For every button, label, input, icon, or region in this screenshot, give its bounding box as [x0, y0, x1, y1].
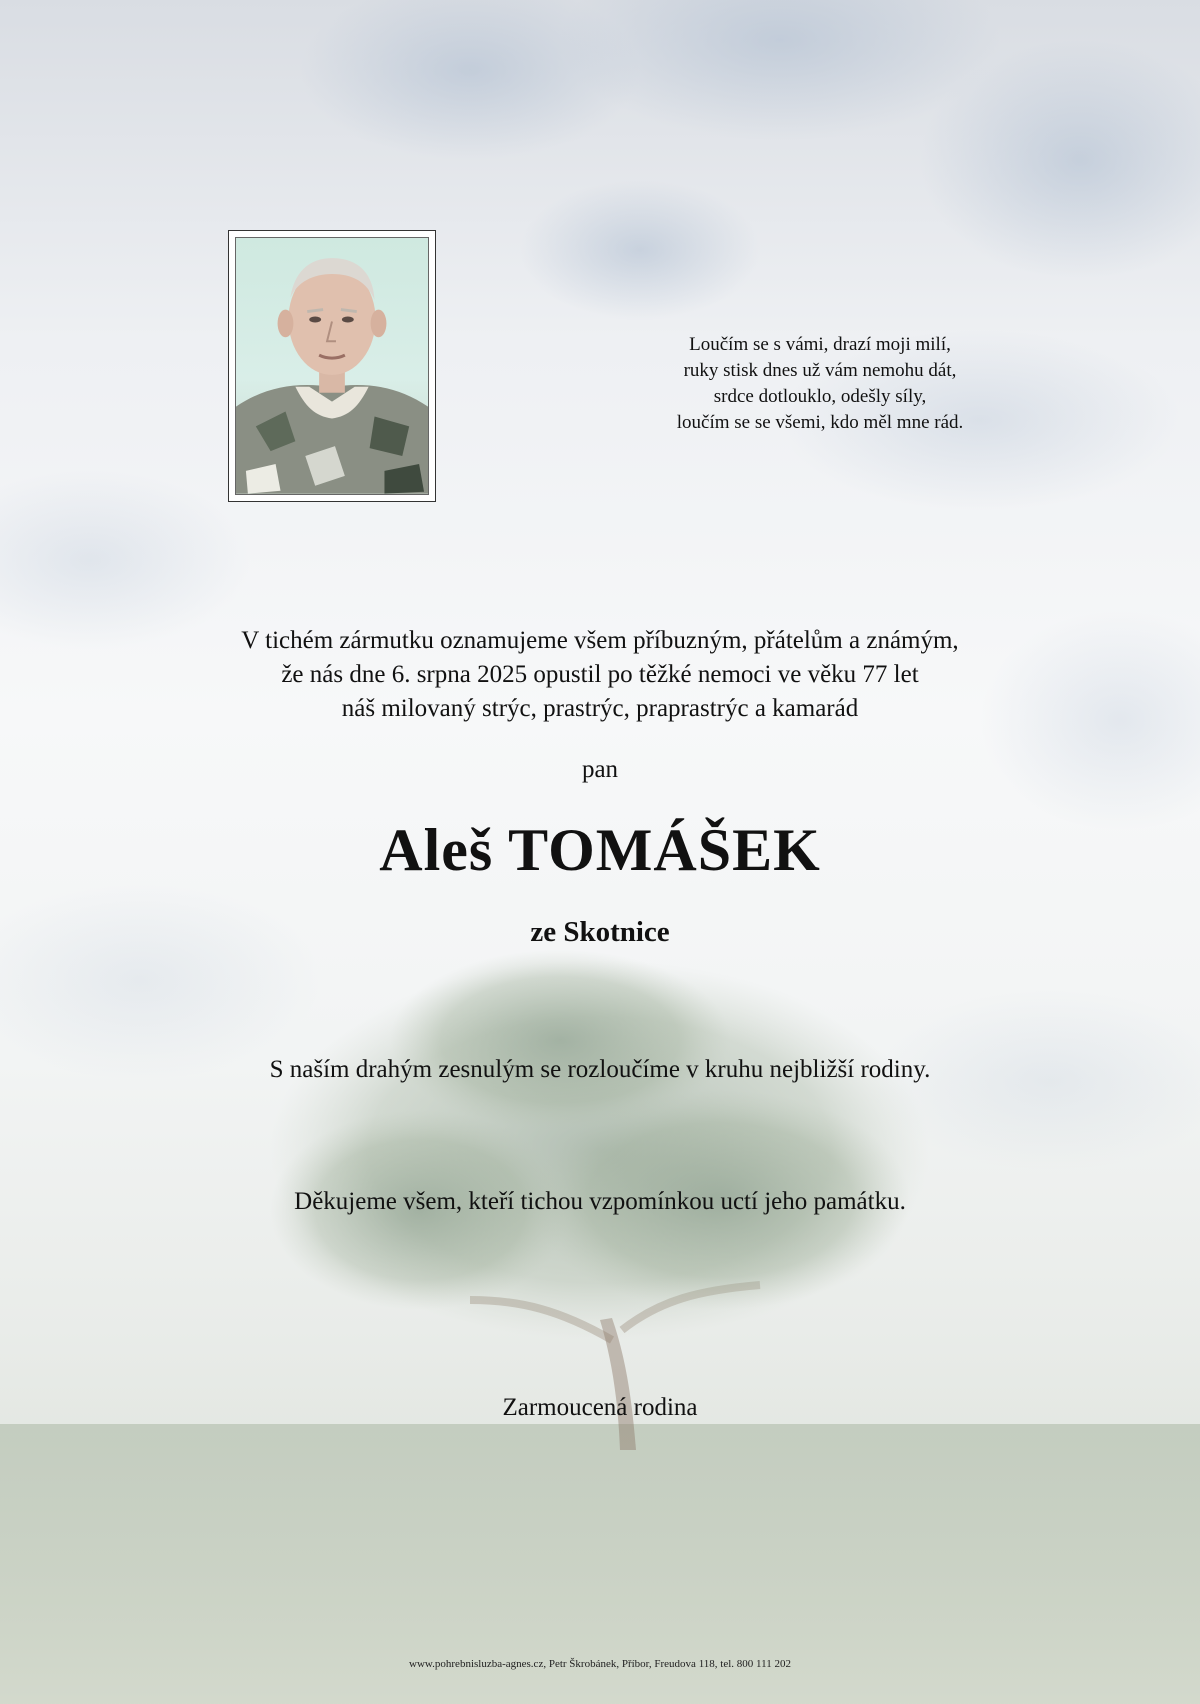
announcement-line: V tichém zármutku oznamujeme všem příbuzným, přátelům a známým,	[241, 627, 959, 654]
farewell-statement: S naším drahým zesnulým se rozloučíme v kruhu nejbližší rodiny.	[269, 1056, 931, 1083]
funeral-service-footer: www.pohrebnisluzba-agnes.cz, Petr Škrobánek, Příbor, Freudova 118, tel. 800 111 202	[409, 1658, 791, 1670]
announcement-line: že nás dne 6. srpna 2025 opustil po těžké nemoci ve věku 77 let	[281, 661, 919, 688]
portrait-frame	[228, 230, 436, 502]
portrait-photo	[235, 237, 429, 495]
thanks-statement: Děkujeme všem, kteří tichou vzpomínkou uctí jeho památku.	[294, 1188, 906, 1215]
verse-line: srdce dotlouklo, odešly síly,	[713, 386, 927, 407]
verse-line: loučím se se všemi, kdo měl mne rád.	[676, 412, 964, 433]
honorific: pan	[581, 756, 619, 783]
verse-line: Loučím se s vámi, drazí moji milí,	[689, 334, 951, 355]
deceased-name: Aleš TOMÁŠEK	[379, 817, 821, 883]
family-signature: Zarmoucená rodina	[502, 1394, 698, 1421]
farewell-verse	[600, 332, 1040, 436]
deceased-origin: ze Skotnice	[530, 916, 670, 948]
announcement	[100, 624, 1100, 726]
announcement-line: náš milovaný strýc, prastrýc, praprastrýc a kamarád	[341, 695, 859, 722]
verse-line: ruky stisk dnes už vám nemohu dát,	[683, 360, 957, 381]
